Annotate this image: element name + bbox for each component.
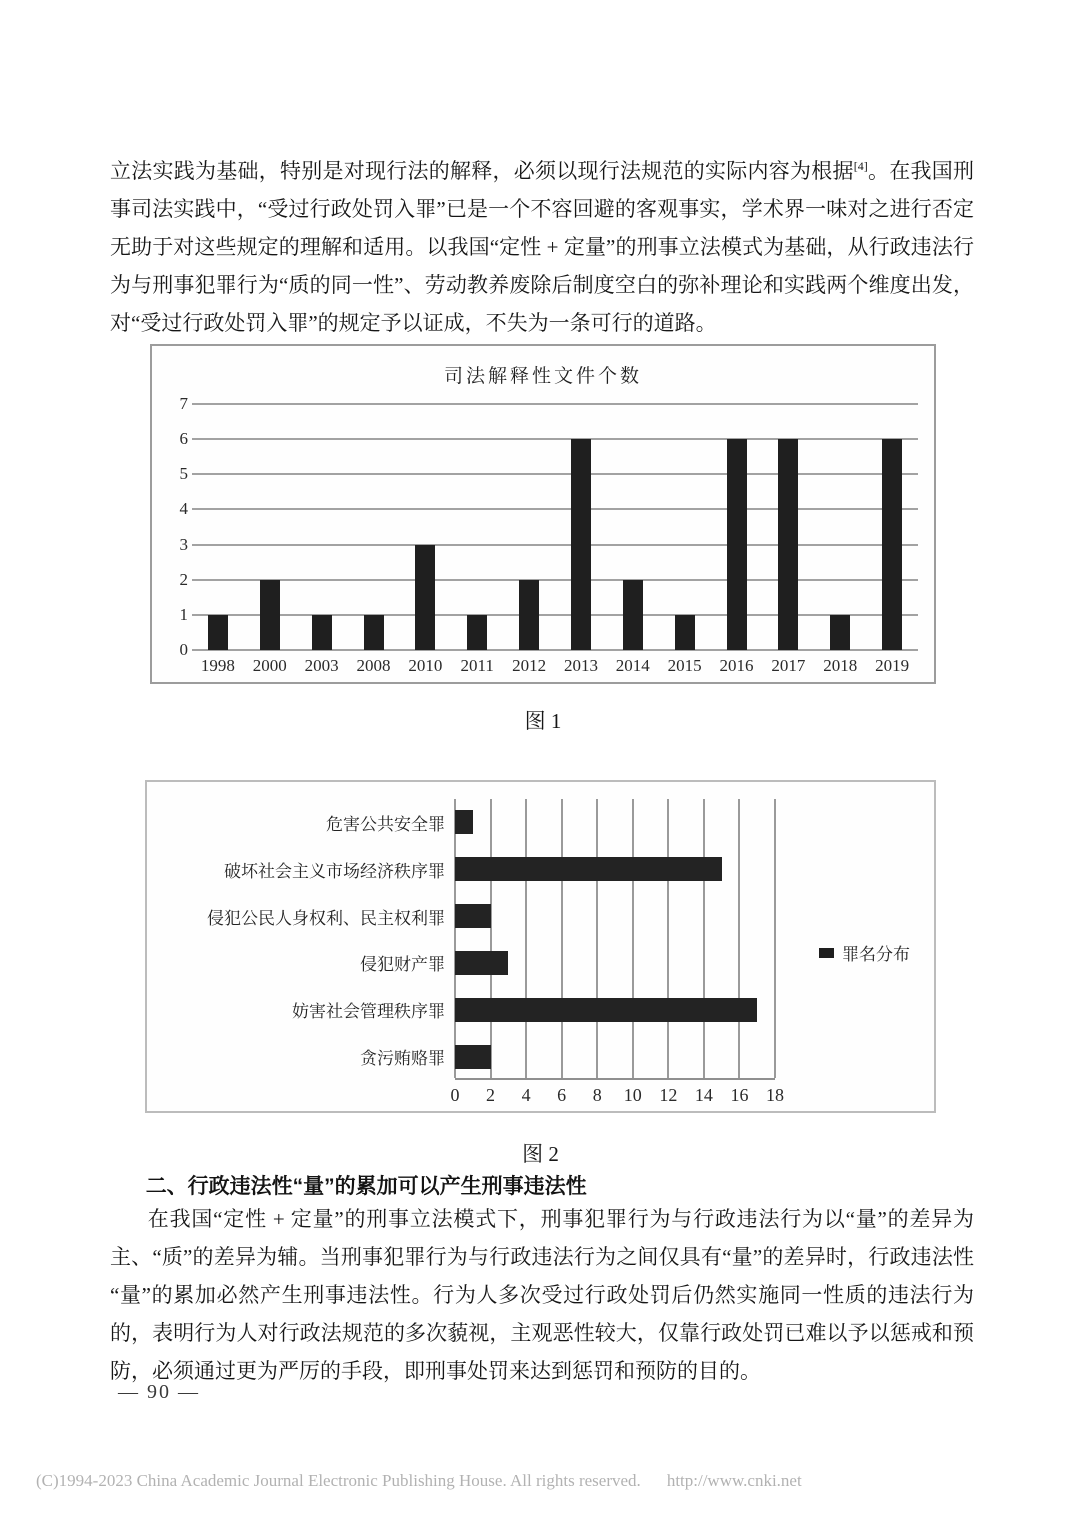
figure1-chart	[150, 344, 936, 684]
figure2-row	[147, 893, 775, 940]
section-heading: 二、行政违法性“量”的累加可以产生刑事违法性	[145, 1175, 587, 1198]
figure1-xtick-1998: 1998	[200, 656, 235, 675]
figure1-plot	[192, 404, 918, 650]
figure2-row	[147, 939, 775, 986]
figure1-ytick-4: 4	[179, 499, 188, 519]
figure2-xtick-6: 6	[557, 1085, 567, 1105]
paragraph-1	[110, 152, 974, 342]
figure1-bar-slot	[503, 404, 555, 650]
figure1-xtick-2014: 2014	[615, 656, 650, 675]
figure1-ytick-7: 7	[179, 394, 188, 413]
legend-swatch-icon	[819, 948, 834, 958]
figure2-legend-label: 罪名分布	[842, 945, 910, 964]
figure2-row	[147, 986, 775, 1033]
figure1-bar-2015	[675, 615, 695, 650]
figure1-xtick-2008: 2008	[356, 656, 391, 675]
figure2-xtick-16: 16	[730, 1085, 749, 1105]
figure2-category-label: 侵犯财产罪	[360, 955, 445, 975]
figure1-ytick-1: 1	[179, 604, 188, 624]
figure1-bar-slot	[659, 404, 711, 650]
figure2-xtick-14: 14	[694, 1085, 713, 1105]
figure2-bar-破坏社会主义市场经济秩序罪	[455, 857, 722, 881]
figure1-bar-slot	[866, 404, 918, 650]
figure1-x-labels	[192, 656, 918, 676]
figure1-bar-slot	[399, 404, 451, 650]
figure1-bar-slot	[296, 404, 348, 650]
figure2-xtick-18: 18	[766, 1085, 784, 1105]
figure2-legend	[819, 940, 910, 965]
figure1-bar-slot	[607, 404, 659, 650]
figure1-bar-2019	[882, 439, 902, 650]
figure1-xtick-2000: 2000	[252, 656, 287, 675]
figure2-xtick-12: 12	[659, 1085, 678, 1105]
figure1-ytick-2: 2	[179, 569, 188, 589]
figure2-bar-危害公共安全罪	[455, 810, 473, 834]
figure2-bar-track	[455, 1033, 775, 1080]
figure1-bar-slot	[814, 404, 866, 650]
figure2-bar-贪污贿赂罪	[455, 1045, 491, 1069]
figure1-bar-2013	[571, 439, 591, 650]
figure1-bar-2008	[364, 615, 384, 650]
figure1-bar-slot	[762, 404, 814, 650]
figure1-caption: 图 1	[524, 709, 562, 733]
figure2-bar-侵犯财产罪	[455, 951, 508, 975]
figure1-bar-2010	[415, 545, 435, 650]
figure1-bar-2018	[830, 615, 850, 650]
figure2-bar-track	[455, 986, 775, 1033]
figure2-bar-侵犯公民人身权利、民主权利罪	[455, 904, 491, 928]
cnki-url: http://www.cnki.net	[666, 1471, 802, 1490]
figure2-bar-track	[455, 939, 775, 986]
footnote-ref: [4]	[853, 159, 868, 173]
figure1-xtick-2003: 2003	[304, 656, 339, 675]
figure2-row	[147, 846, 775, 893]
figure1-xtick-2010: 2010	[408, 656, 443, 675]
figure1-xtick-2017: 2017	[771, 656, 806, 675]
figure1-xtick-2018: 2018	[823, 656, 858, 675]
figure1-bar-slot	[192, 404, 244, 650]
figure2-bar-track	[455, 893, 775, 940]
figure1-xtick-2012: 2012	[512, 656, 547, 675]
figure2-category-label: 贪污贿赂罪	[360, 1049, 445, 1069]
figure1-bar-slot	[711, 404, 763, 650]
figure2-caption: 图 2	[522, 1142, 559, 1166]
figure2-row	[147, 799, 775, 846]
figure1-bar-2012	[519, 580, 539, 650]
figure1-bar-2017	[778, 439, 798, 650]
figure1-y-axis	[158, 394, 188, 659]
figure2-category-label: 危害公共安全罪	[326, 814, 445, 834]
figure2-row	[147, 1033, 775, 1080]
figure1-xtick-2015: 2015	[667, 656, 702, 675]
figure1-bar-2003	[312, 615, 332, 650]
figure1-ytick-3: 3	[179, 534, 188, 554]
figure2-category-label: 侵犯公民人身权利、民主权利罪	[207, 908, 445, 928]
figure1-bar-slot	[451, 404, 503, 650]
figure1-bar-2014	[623, 580, 643, 650]
figure1-xtick-2011: 2011	[460, 656, 494, 675]
figure2-category-label: 破坏社会主义市场经济秩序罪	[224, 861, 445, 881]
figure1-title: 司法解释性文件个数	[443, 366, 642, 387]
figure2-xtick-2: 2	[486, 1085, 496, 1105]
figure1-ytick-5: 5	[179, 464, 188, 484]
figure1-bar-slot	[555, 404, 607, 650]
figure2-xtick-8: 8	[592, 1085, 602, 1105]
figure1-bars	[192, 404, 918, 650]
figure1-xtick-2019: 2019	[875, 656, 910, 675]
paragraph-1-text: 立法实践为基础，特别是对现行法的解释，必须以现行法规范的实际内容为根据	[110, 159, 854, 183]
figure2-xtick-10: 10	[623, 1085, 642, 1105]
copyright-footer	[36, 1471, 802, 1491]
figure1-bar-1998	[208, 615, 228, 650]
figure1-xtick-2016: 2016	[719, 656, 754, 675]
figure2-bar-track	[455, 799, 775, 846]
figure2-category-label: 妨害社会管理秩序罪	[292, 1002, 445, 1022]
figure2-chart	[145, 780, 936, 1113]
copyright-text: (C)1994-2023 China Academic Journal Electronic Publishing House. All rights reserved.	[36, 1471, 641, 1490]
figure2-x-labels	[450, 1085, 784, 1109]
figure2-bar-track	[455, 846, 775, 893]
figure1-bar-2000	[260, 580, 280, 650]
figure1-ytick-0: 0	[179, 640, 188, 659]
figure1-bar-2011	[467, 615, 487, 650]
figure1-bar-slot	[348, 404, 400, 650]
figure1-bar-slot	[244, 404, 296, 650]
paragraph-1-text-rest: 。在我国刑事司法实践中，“受过行政处罚入罪”已是一个不容回避的客观事实，学术界一味对之进行否定无助于对这些规定的理解和适用。以我国“定性 + 定量”的刑事立法模式为基础，从行政违法行为与刑事犯罪行为“质的同一性”、劳动教养废除后制度空白的弥补理论和实践两个维度出发，对“受过行政处罚入罪”的规定予以证成，不失为一条可行的道路。	[110, 159, 974, 335]
figure2-rows	[147, 799, 775, 1080]
figure1-xtick-2013: 2013	[563, 656, 598, 675]
figure2-xtick-4: 4	[521, 1085, 531, 1105]
paragraph-2: 在我国“定性 + 定量”的刑事立法模式下，刑事犯罪行为与行政违法行为以“量”的差异为主、“质”的差异为辅。当刑事犯罪行为与行政违法行为之间仅具有“量”的差异时，行政违法性“量”的累加必然产生刑事违法性。行为人多次受过行政处罚后仍然实施同一性质的违法行为的，表明行为人对行政法规范的多次藐视，主观恶性较大，仅靠行政处罚已难以予以惩戒和预防，必须通过更为严厉的手段，即刑事处罚来达到惩罚和预防的目的。	[110, 1207, 974, 1383]
figure1-ytick-6: 6	[179, 429, 188, 449]
figure2-xtick-0: 0	[450, 1085, 460, 1105]
figure2-bar-妨害社会管理秩序罪	[455, 998, 757, 1022]
page-number: — 90 —	[118, 1381, 200, 1403]
figure1-bar-2016	[727, 439, 747, 650]
